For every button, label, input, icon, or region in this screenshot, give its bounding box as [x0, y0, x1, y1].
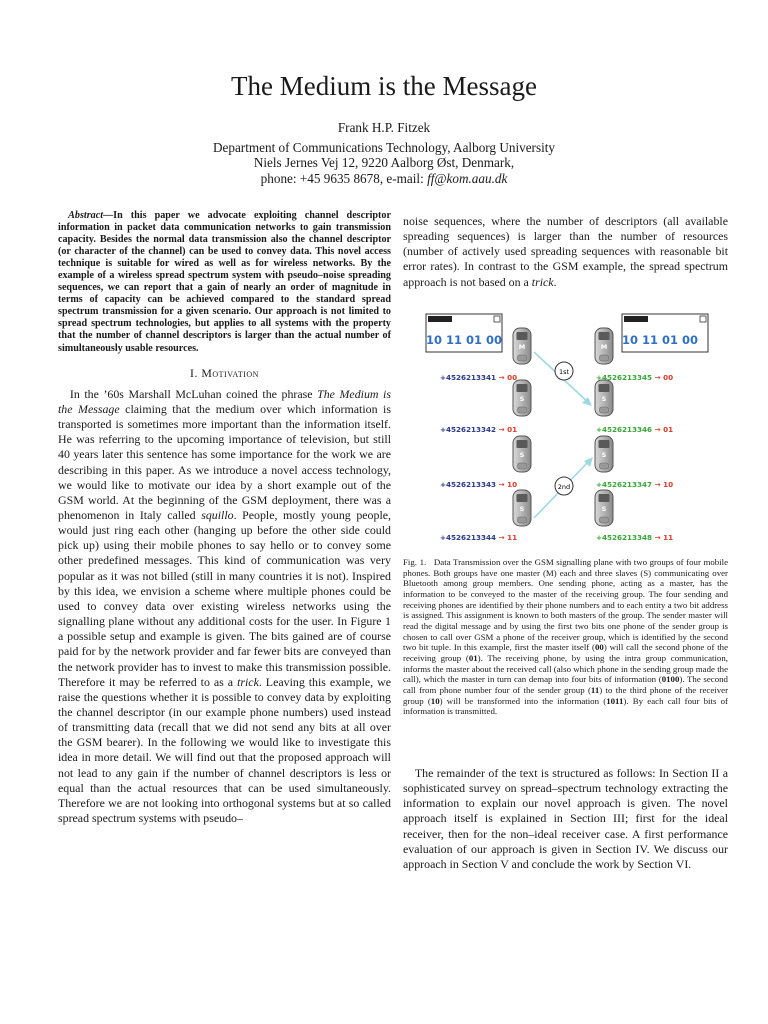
abstract-dash: —: [103, 210, 114, 221]
section-title: Motivation: [201, 365, 259, 380]
caption-bits: 10: [430, 695, 440, 706]
phone-number: +4526213341: [440, 373, 499, 382]
figure-1: [418, 306, 718, 551]
right-phone-4: [595, 490, 613, 526]
text-run: . People, mostly young people, would just ring each other (hanging up before the other side could pick up) using their mobile phones to say hello or to convey some other predefined messages. This kind of communication was very popular as it was not billed (still in many countries it is not). Inspired by this idea, we envision a scheme where multiple phones could be used to convey data over existing wireless networks using the signalling plane without any additional costs for the user. In Figure 1 a possible setup and example is given. The bits gained are of course paid for by the network provider and far fewer bits are conveyed than the network provider has to invest to make this transmission possible. Therefore it may be referred to as a: [58, 507, 391, 689]
arrow-glyph: →: [654, 533, 664, 542]
caption-bits: 00: [595, 642, 604, 653]
master-badge: M: [518, 343, 526, 351]
caption-bits: 11: [590, 684, 600, 695]
right-message-value: 10 11 01 00: [621, 333, 699, 347]
step-1-badge: [555, 362, 573, 380]
phone-number: +4526213344: [440, 533, 499, 542]
text-run: .: [553, 274, 557, 289]
emphasis-trick: trick: [237, 674, 259, 689]
arrow-glyph: →: [498, 373, 508, 382]
right-phone-label-4: [596, 533, 673, 542]
left-message-panel: [426, 314, 502, 352]
caption-text: ). The receiving phone, by using the intra group communication, informs the master about the received call (also which phone in the sending group made the call), which the master in turn can demap into four bits of information (: [403, 652, 728, 685]
bit-address: 00: [507, 373, 518, 382]
right-phone-label-1: [596, 373, 673, 382]
bit-address: 01: [507, 425, 518, 434]
left-phone-3: [513, 436, 531, 472]
left-phone-label-3: [440, 480, 517, 489]
caption-text: ) will be transformed into the information (: [439, 695, 607, 706]
right-phone-2: [595, 380, 613, 416]
text-run: . Leaving this example, we raise the questions whether it is possible to convey data by exploiting the channel descriptor (in our example phone numbers) used instead of transmitting data (recall that we did not send any bits at all over the GSM bearer). In the following we would like to investigate this idea in more detail. We will find out that the proposed approach will not lead to any gain if the number of channel descriptors is less or equal than the actual resources that can be used simultaneously. Therefore we are not looking into orthogonal systems but at so called spread spectrum systems with pseudo–: [58, 674, 392, 826]
left-column: [58, 210, 391, 826]
phone-number: +4526213345: [596, 373, 655, 382]
arrow-glyph: →: [498, 533, 508, 542]
caption-label: Fig. 1.: [403, 557, 427, 567]
author-name: Frank H.P. Fitzek: [337, 120, 431, 135]
bit-address: 01: [663, 425, 674, 434]
slave-badge: S: [601, 451, 607, 459]
bit-address: 10: [663, 480, 674, 489]
caption-bits: 0100: [661, 674, 680, 685]
caption-text: ). The second call from phone number four of the sender group (: [403, 674, 728, 695]
author-email[interactable]: ff@kom.aau.dk: [427, 170, 508, 186]
right-phone-1: [595, 328, 613, 364]
paper-title: The Medium is the Message: [231, 71, 537, 101]
master-badge: M: [600, 343, 608, 351]
right-column-bottom: [403, 766, 728, 872]
arrow-glyph: →: [498, 480, 508, 489]
right-column-top: [403, 214, 728, 290]
phone-number: +4526213347: [596, 480, 655, 489]
slave-badge: S: [519, 395, 525, 403]
left-phone-2: [513, 380, 531, 416]
arrow-glyph: →: [498, 425, 508, 434]
emphasis-trick: trick: [531, 274, 554, 289]
structure-paragraph: The remainder of the text is structured as follows: In Section II a sophisticated survey on spread–spectrum technology extracting the information to explain our novel approach is given. The novel approach itself is explained in Section III; first for the ideal receiver, then for the non–ideal receiver case. A first performance evaluation of our approach is given in Section IV. We discuss our approach in Section V and conclude the work by Section VI.: [403, 766, 728, 871]
caption-text: ) will call the second phone of the receiving group (: [403, 642, 729, 663]
left-phone-4: [513, 490, 531, 526]
motivation-paragraph-continued: [403, 214, 728, 290]
section-heading-motivation: [58, 366, 391, 381]
step-2-badge: [555, 477, 573, 495]
arrow-glyph: →: [654, 480, 664, 489]
arrow-glyph: →: [654, 425, 664, 434]
caption-bits: 1011: [606, 695, 624, 706]
right-phone-3: [595, 436, 613, 472]
caption-text: Data Transmission over the GSM signalling plane with two groups of four mobile phones. Both groups have one master (M) each and three slaves (S) communicating over Bluetooth among group members. One sending phone, acting as a master, has the information to be conveyed to the master of the receiving group. The four sending and receiving phones are identified by their phone numbers and to each entity a two bit address is assigned. This assignment is known to both masters of the group. The sender master will read the digital message and by using the first two bits one phone of the sender group is chosen to call over GSM a phone of the receiver group, which is identified by the second two bit tuple. In this example, first the master itself (: [403, 557, 729, 653]
caption-text: ) to the third phone of the receiver group (: [403, 684, 729, 706]
emphasis-phrase: The Medium is the Message: [58, 386, 391, 416]
text-run: noise sequences, where the number of descriptors (all available spreading sequences) is larger than the number of resources (number of actively used spreading sequences with reasonable bit error rates). In contrast to the GSM example, the spread spectrum approach is not based on a: [403, 214, 728, 289]
author-block: [0, 120, 768, 186]
left-phone-1: [513, 328, 531, 364]
abstract-lead: Abstract: [68, 210, 104, 221]
phone-number: +4526213343: [440, 480, 499, 489]
right-phone-label-3: [596, 480, 673, 489]
motivation-paragraph-1: [58, 387, 391, 827]
left-phone-label-1: [440, 373, 517, 382]
phone-number: +4526213342: [440, 425, 499, 434]
slave-badge: S: [601, 505, 607, 513]
author-address: Niels Jernes Vej 12, 9220 Aalborg Øst, Denmark,: [253, 155, 515, 170]
abstract: [58, 210, 391, 355]
step-2-label: 2nd: [557, 483, 571, 491]
author-contact: [0, 171, 768, 187]
right-message-panel: [622, 314, 708, 352]
caption-text: ). By each call four bits of information is transmitted.: [403, 695, 728, 717]
phone-number: +4526213348: [596, 533, 655, 542]
slave-badge: S: [601, 395, 607, 403]
arrow-glyph: →: [654, 373, 664, 382]
author-affiliation: Department of Communications Technology, Aalborg University: [212, 139, 556, 155]
caption-bits: 01: [468, 652, 478, 663]
right-phone-label-2: [596, 425, 673, 434]
phone-number: +4526213346: [596, 425, 655, 434]
text-run: claiming that the medium over which information is transported is sometimes more important than the information itself. He was referring to the upcoming importance of television, but still 40 years later this sentence has some importance for the work we are describing in this paper. As we introduce a novel access technology, we would like to motivate our idea by a short example out of the GSM world. At the beginning of the GSM deployment, there was a phenomenon in Italy called: [58, 401, 391, 522]
abstract-text: In this paper we advocate exploiting channel descriptor information in packet data communication networks to gain transmission capacity. Besides the normal data transmission also the channel descriptor (or character of the channel) can be used to convey data. This novel access technique is suitable for wired as well as for wireless networks. By the example of a wireless spread spectrum system with pseudo–noise spreading sequences, we can report that a gain of nearly an order of magnitude in terms of capacity can be achieved compared to the standard spread spectrum transmission for a given scenario. Our approach is not limited to spread spectrum technologies, but applies to all systems with the property that the number of channel descriptors is larger than the actual number of simultaneously usable resources.: [58, 210, 391, 354]
emphasis-squillo: squillo: [201, 507, 234, 522]
contact-prefix: phone: +45 9635 8678, e-mail:: [260, 170, 428, 186]
left-message-value: 10 11 01 00: [425, 333, 503, 347]
left-phone-label-2: [440, 425, 517, 434]
bit-address: 00: [663, 373, 674, 382]
slave-badge: S: [519, 451, 525, 459]
bit-address: 10: [507, 480, 518, 489]
text-run: In the ’60s Marshall McLuhan coined the phrase: [69, 386, 318, 401]
step-1-label: 1st: [558, 368, 570, 376]
left-phone-label-4: [440, 533, 517, 542]
slave-badge: S: [519, 505, 525, 513]
bit-address: 11: [507, 533, 518, 542]
figure-1-caption: [403, 557, 728, 717]
bit-address: 11: [663, 533, 674, 542]
section-number: I.: [190, 365, 198, 380]
phone-number-labels: [440, 373, 673, 542]
